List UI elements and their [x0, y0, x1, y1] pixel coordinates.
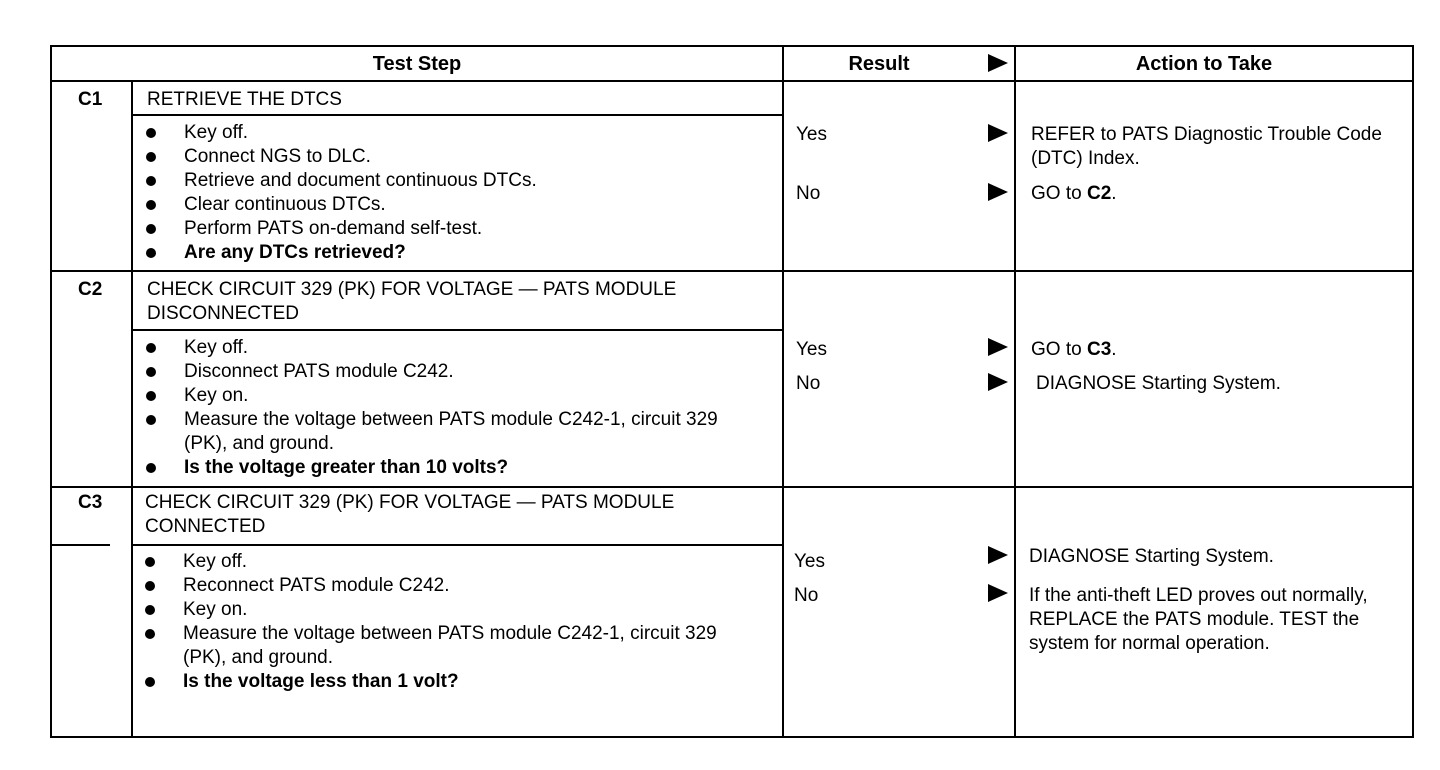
bullet-icon	[145, 581, 155, 591]
bullet-item: Key off.	[145, 550, 765, 574]
bullet-icon	[146, 391, 156, 401]
c3-title-underline-ext	[50, 544, 110, 546]
step-id: C2	[78, 279, 103, 300]
c3-title-underline	[131, 544, 782, 546]
bullet-item: Measure the voltage between PATS module C242-1, circuit 329 (PK), and ground.	[146, 408, 754, 456]
header-divider	[50, 80, 1414, 82]
arrow-icon	[988, 338, 1008, 356]
step-title: CHECK CIRCUIT 329 (PK) FOR VOLTAGE — PATS MODULE CONNECTED	[145, 492, 675, 537]
column-divider-action	[1014, 45, 1016, 738]
bullet-item: Measure the voltage between PATS module C242-1, circuit 329 (PK), and ground.	[145, 622, 753, 670]
arrow-icon	[988, 584, 1008, 602]
bullet-icon	[146, 367, 156, 377]
bullet-icon	[145, 557, 155, 567]
bullet-question: Are any DTCs retrieved?	[146, 241, 766, 265]
bullet-item: Clear continuous DTCs.	[146, 193, 766, 217]
table-border-bottom	[50, 736, 1414, 738]
c2-title-underline	[131, 329, 782, 331]
step-bullets	[146, 336, 766, 480]
action-no: DIAGNOSE Starting System.	[1036, 373, 1281, 394]
bullet-item: Perform PATS on-demand self-test.	[146, 217, 766, 241]
bullet-icon	[145, 605, 155, 615]
bullet-item: Key off.	[146, 336, 766, 360]
bullet-question: Is the voltage less than 1 volt?	[145, 670, 765, 694]
bullet-icon	[146, 415, 156, 425]
table-border-top	[50, 45, 1414, 47]
result-no: No	[796, 183, 821, 204]
bullet-item: Key off.	[146, 121, 766, 145]
bullet-icon	[146, 224, 156, 234]
step-id: C1	[78, 89, 103, 110]
result-yes: Yes	[794, 551, 825, 572]
row-divider-c2-c3	[50, 486, 1414, 488]
id-column-divider	[131, 82, 133, 736]
table-border-right	[1412, 45, 1414, 738]
result-no: No	[794, 585, 819, 606]
bullet-item: Retrieve and document continuous DTCs.	[146, 169, 766, 193]
bullet-icon	[146, 343, 156, 353]
bullet-icon	[146, 176, 156, 186]
bullet-item: Key on.	[145, 598, 765, 622]
step-title: CHECK CIRCUIT 329 (PK) FOR VOLTAGE — PATS MODULE DISCONNECTED	[147, 279, 677, 324]
arrow-icon	[988, 124, 1008, 142]
result-no: No	[796, 373, 821, 394]
action-yes: GO to C3.	[1031, 339, 1117, 360]
action-no: GO to C2.	[1031, 183, 1117, 204]
bullet-icon	[145, 677, 155, 687]
action-yes: DIAGNOSE Starting System.	[1029, 546, 1274, 567]
bullet-icon	[146, 200, 156, 210]
result-yes: Yes	[796, 124, 827, 145]
column-divider-result	[782, 45, 784, 738]
header-arrow-icon	[988, 54, 1008, 72]
bullet-item: Connect NGS to DLC.	[146, 145, 766, 169]
step-bullets	[146, 121, 766, 265]
bullet-item: Key on.	[146, 384, 766, 408]
bullet-question: Is the voltage greater than 10 volts?	[146, 456, 766, 480]
result-yes: Yes	[796, 339, 827, 360]
step-title: RETRIEVE THE DTCS	[147, 89, 342, 110]
arrow-icon	[988, 546, 1008, 564]
header-result: Result	[848, 53, 910, 75]
row-divider-c1-c2	[50, 270, 1414, 272]
bullet-item: Reconnect PATS module C242.	[145, 574, 765, 598]
bullet-icon	[146, 463, 156, 473]
header-test-step: Test Step	[372, 53, 462, 75]
action-no: If the anti-theft LED proves out normally, REPLACE the PATS module. TEST the system for normal operation.	[1029, 585, 1368, 654]
bullet-icon	[146, 128, 156, 138]
action-yes: REFER to PATS Diagnostic Trouble Code (DTC) Index.	[1031, 124, 1382, 169]
bullet-icon	[146, 152, 156, 162]
header-action: Action to Take	[1135, 53, 1273, 75]
bullet-icon	[146, 248, 156, 258]
step-id: C3	[78, 492, 103, 513]
table-border-left	[50, 45, 52, 738]
arrow-icon	[988, 373, 1008, 391]
arrow-icon	[988, 183, 1008, 201]
step-bullets	[145, 550, 765, 694]
c1-title-underline	[131, 114, 782, 116]
bullet-icon	[145, 629, 155, 639]
bullet-item: Disconnect PATS module C242.	[146, 360, 766, 384]
